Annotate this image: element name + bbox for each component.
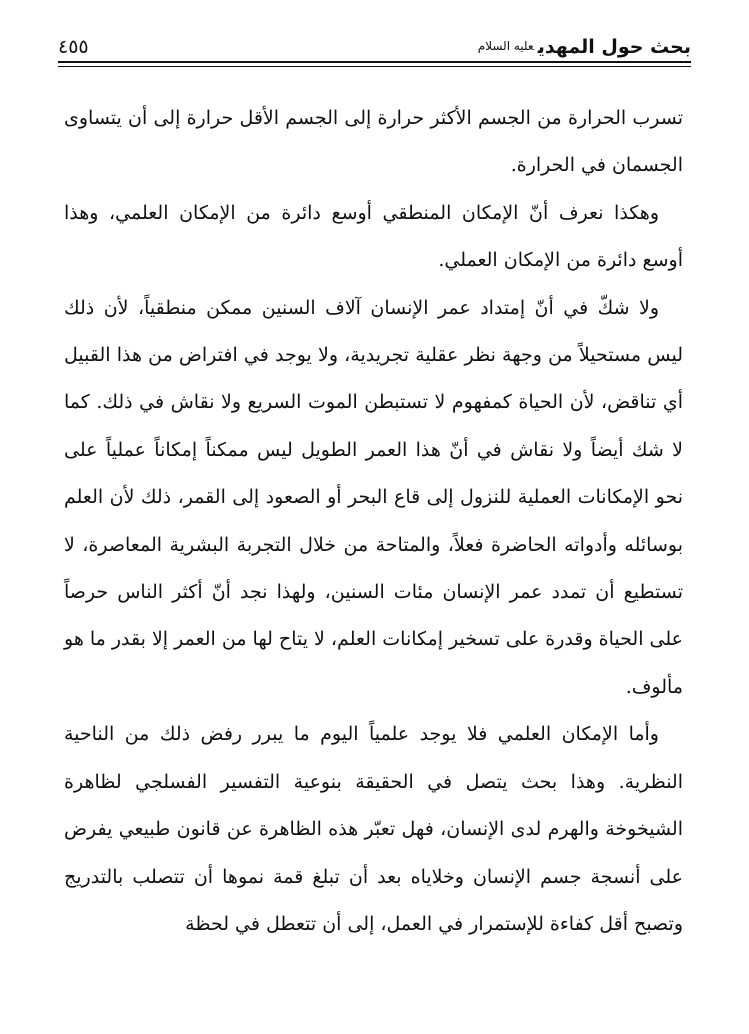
paragraph: ولا شكّ في أنّ إمتداد عمر الإنسان آلاف السنين ممكن منطقياً، لأن ذلك ليس مستحيلاً من وجهة نظر عقلية تجريدية، ولا يوجد في افتراض من هذا القبيل أي تناقض، لأن الحياة كمفهوم لا تستبطن الموت السريع ولا نقاش في ذلك. كما لا شك أيضاً ولا نقاش في أنّ هذا العمر الطويل ليس ممكناً إمكاناً عملياً على نحو الإمكانات العملية للنزول إلى قاع البحر أو الصعود إلى القمر، ذلك لأن العلم بوسائله وأدواته الحاضرة فعلاً، والمتاحة من خلال التجربة البشرية المعاصرة، لا تستطيع أن تمدد عمر الإنسان مئات السنين، ولهذا نجد أنّ أكثر الناس حرصاً على الحياة وقدرة على تسخير إمكانات العلم، لا يتاح لها من العمر إلا بقدر ما هو مألوف. [64,296,683,698]
header-title [478,33,691,60]
running-header [58,26,691,60]
paragraph: تسرب الحرارة من الجسم الأكثر حرارة إلى الجسم الأقل حرارة إلى أن يتساوى الجسمان في الحرارة. [64,107,683,177]
paragraph: وأما الإمكان العلمي فلا يوجد علمياً اليوم ما يبرر رفض ذلك من الناحية النظرية. وهذا بحث يتصل في الحقيقة بنوعية التفسير الفسلجي لظاهرة الشيخوخة والهرم لدى الإنسان، فهل تعبّر هذه الظاهرة عن قانون طبيعي يفرض على أنسجة جسم الإنسان وخلاياه بعد أن تبلغ قمة نموها أن تتصلب بالتدريج وتصبح أقل كفاءة للإستمرار في العمل، إلى أن تتعطل في لحظة [64,723,683,935]
header-rule-thick [58,61,691,63]
book-title: بحث حول المهدي [537,36,691,58]
body-text [64,95,683,948]
header-rule-thin [58,66,691,67]
paragraph: وهكذا نعرف أنّ الإمكان المنطقي أوسع دائرة من الإمكان العلمي، وهذا أوسع دائرة من الإمكان العملي. [64,201,683,272]
page-number: ٤٥٥ [58,36,89,58]
honorific-glyph: عليه السلام [477,39,534,53]
